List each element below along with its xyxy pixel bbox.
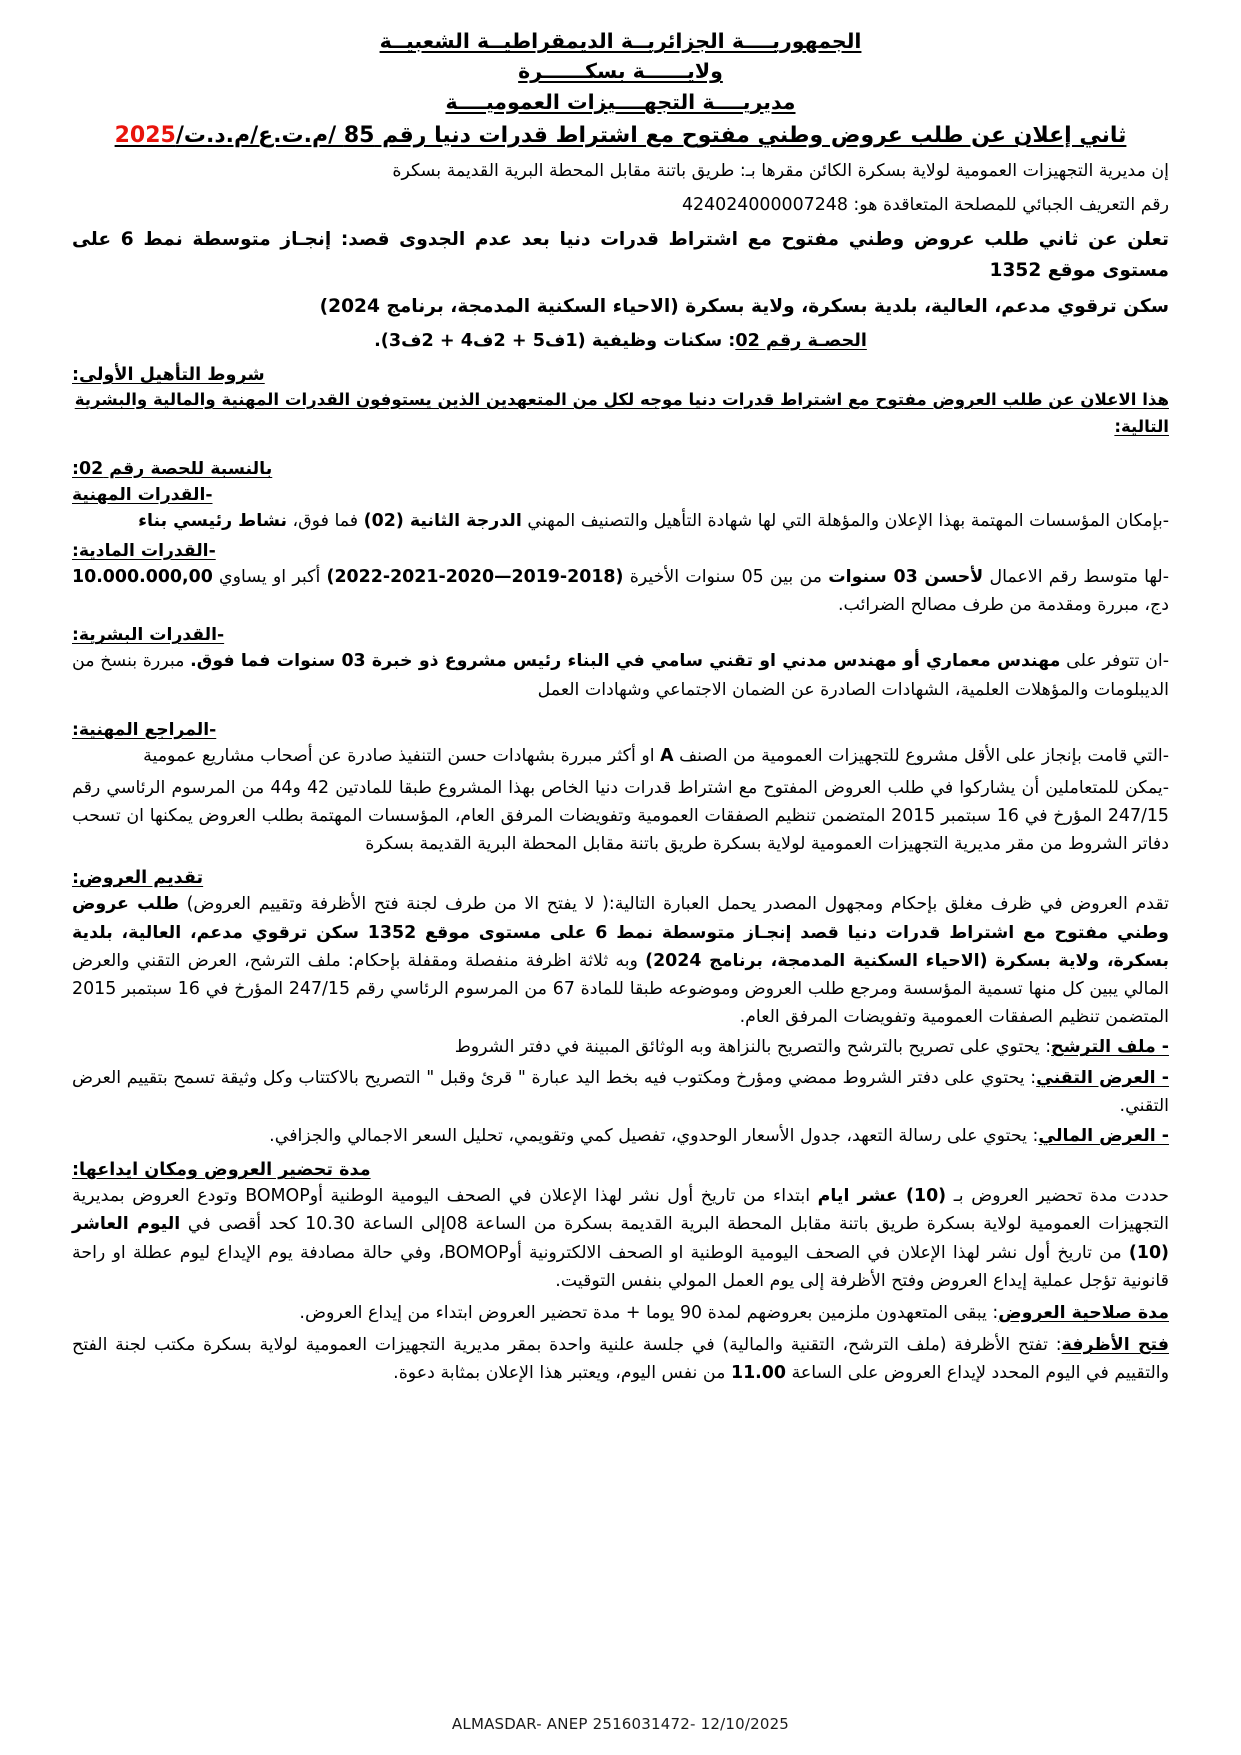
lot-line	[72, 327, 1169, 356]
document-footer	[0, 1715, 1241, 1733]
material-years-range: (2018-2019—2020-2021-2022)	[326, 566, 624, 587]
professional-capacity-text	[72, 507, 1169, 535]
professional-references-heading: -المراجع المهنية:	[72, 719, 217, 740]
preparation-text-a: حددت مدة تحضير العروض بـ	[946, 1186, 1169, 1207]
prequalification-section	[72, 365, 1169, 770]
submission-section	[72, 868, 1169, 1150]
references-text-c: او أكثر مبررة بشهادات حسن التنفيذ صادرة عن أصحاب مشاريع عمومية	[143, 745, 661, 766]
material-minimum-amount: 10.000.000,00	[72, 566, 213, 587]
opening-time: 11.00	[730, 1363, 786, 1384]
announcement-year: 2025	[114, 122, 176, 148]
submission-text-a: تقدم العروض في ظرف مغلق بإحكام ومجهول المصدر يحمل العبارة التالية:( لا يفتح الا من طرف لجنة فتح الأظرفة وتقييم العروض)	[178, 894, 1169, 915]
intro-tax-id-text: رقم التعريف الجبائي للمصلحة المتعاقدة هو: 424024000007248	[681, 194, 1169, 215]
professional-main-activity: نشاط رئيسي بناء	[138, 510, 287, 531]
material-capacity-heading: -القدرات المادية:	[72, 540, 216, 561]
preparation-deadline-day: اليوم العاشر (10)	[72, 1214, 1169, 1263]
submission-project-designation: طلب عروض وطني مفتوح مع اشتراط قدرات دنيا قصد إنجـاز متوسطة نمط 6 على مستوى موقع 1352 سكن ترقوي مدعم، العالية، بلدية بسكرة، ولاية بسكرة (الاحياء السكنية المدمجة، برنامج 2024)	[72, 894, 1169, 971]
validity-text: : يبقى المتعهدون ملزمين بعروضهم لمدة 90 يوما + مدة تحضير العروض ابتداء من إيداع العروض.	[299, 1302, 999, 1323]
preparation-text-e: من تاريخ أول نشر لهذا الإعلان في الصحف اليومية الوطنية او الصحف الالكترونية أوBOMOP، وفي حالة مصادفة يوم الإيداع ليوم عطلة او راحة قانونية تؤجل عملية إيداع العروض وفتح الأظرفة إلى يوم العمل المولي بنفس التوقيت.	[72, 1242, 1169, 1291]
candidacy-file-label: - ملف الترشح	[1051, 1037, 1169, 1058]
human-capacity-text	[72, 647, 1169, 703]
intro-address-text: إن مديرية التجهيزات العمومية لولاية بسكرة الكائن مقرها بـ: طريق باتنة مقابل المحطة البرية القديمة بسكرة	[392, 160, 1169, 181]
preparation-duration: (10) عشر ايام	[817, 1186, 947, 1207]
references-text-a: -التي قامت بإنجاز على الأقل مشروع للتجهيزات العمومية من الصنف	[673, 745, 1169, 766]
submission-text-c: وبه ثلاثة اظرفة منفصلة ومقفلة بإحكام: ملف الترشح، العرض التقني والعرض المالي يبين كل منها تسمية المؤسسة ومرجع طلب العروض وموضوعه طبقا للمادة 67 من المرسوم الرئاسي رقم 247/15 المؤرخ في 16 سبتمبر 2015 المتضمن تنظيم الصفقات العمومية وتفويضات المرفق العام.	[72, 950, 1170, 1028]
lot-02-heading: بالنسبة للحصة رقم 02:	[72, 458, 273, 479]
human-required-staff: مهندس معماري أو مهندس مدني او تقني سامي في البناء رئيس مشروع ذو خبرة 03 سنوات فما فوق.	[190, 651, 1061, 672]
document-header	[72, 26, 1169, 152]
human-text-a: -ان تتوفر على	[1060, 651, 1169, 672]
header-republic-text: الجمهوريــــة الجزائريــة الديمقراطيــة الشعبيــة	[379, 29, 862, 53]
submission-paragraph	[72, 890, 1169, 1031]
footer-reference-text: ALMASDAR- ANEP 2516031472- 12/10/2025	[451, 1715, 790, 1733]
intro-tax-id-line	[72, 192, 1169, 220]
professional-text-c: فما فوق،	[287, 510, 364, 531]
technical-offer-line	[72, 1064, 1169, 1120]
human-capacity-heading: -القدرات البشرية:	[72, 625, 225, 646]
validity-label: مدة صلاحية العروض	[998, 1302, 1169, 1323]
announcement-line-1-text: تعلن عن ثاني طلب عروض وطني مفتوح مع اشتراط قدرات دنيا بعد عدم الجدوى قصد: إنجـاز متوسطة نمط 6 على مستوى موقع 1352	[72, 228, 1170, 282]
header-directorate-line	[72, 87, 1169, 117]
lot-description: : سكنات وظيفية (1ف5 + 2ف4 + 2ف3).	[374, 330, 736, 351]
opening-label: فتح الأظرفة	[1061, 1335, 1169, 1356]
prequalification-heading: شروط التأهيل الأولى:	[72, 365, 265, 385]
opening-text-a: : تفتح الأظرفة (ملف الترشح، التقنية والمالية) في جلسة علنية واحدة بمقر مديرية التجهيزات العمومية لولاية بسكرة مكتب لجنة الفتح والتقييم في اليوم المحدد لإيداع العروض على الساعة	[72, 1335, 1169, 1384]
participation-text: -يمكن للمتعاملين أن يشاركوا في طلب العروض المفتوح مع اشتراط قدرات دنيا الخاص بهذا المشروع طبقا للمادتين 42 و44 من المرسوم الرئاسي رقم 247/15 المؤرخ في 16 سبتمبر 2015 المتضمن تنظيم الصفقات العمومية وتفويضات المرفق العام، المؤسسات المهتمة بطلب العروض يمكنها ان تسحب دفاتر الشروط من مقر مديرية التجهيزات العمومية لولاية بسكرة طريق باتنة مقابل المحطة البرية القديمة بسكرة	[72, 777, 1169, 855]
intro-block	[72, 158, 1169, 220]
prequalification-statement: هذا الاعلان عن طلب العروض مفتوح مع اشتراط قدرات دنيا موجه لكل من المتعهدين الذين يستوفون القدرات المهنية والمالية والبشرية التالية:	[74, 390, 1169, 436]
announcement-body	[72, 224, 1169, 355]
announcement-line-1	[72, 224, 1169, 287]
material-text-e: أكبر او يساوي	[212, 566, 327, 587]
header-wilaya-line	[72, 56, 1169, 86]
intro-address-line	[72, 158, 1169, 186]
announcement-title	[72, 119, 1169, 152]
material-best-years: لأحسن 03 سنوات	[828, 566, 984, 587]
validity-line	[72, 1299, 1169, 1327]
preparation-section	[72, 1160, 1169, 1295]
preparation-heading: مدة تحضير العروض ومكان ايداعها:	[72, 1160, 371, 1181]
opening-text-b: من نفس اليوم، ويعتبر هذا الإعلان بمثابة دعوة.	[393, 1363, 731, 1384]
references-category: A	[660, 745, 674, 766]
material-capacity-text	[72, 563, 1169, 619]
financial-offer-line	[72, 1122, 1169, 1150]
header-directorate-text: مديريــــة التجهــــيزات العموميــــة	[445, 89, 796, 114]
material-text-c: من بين 05 سنوات الأخيرة	[623, 566, 829, 587]
material-text-f: دج، مبررة ومقدمة من طرف مصالح الضرائب.	[837, 595, 1169, 616]
opening-section	[72, 1331, 1169, 1387]
announcement-line-2-text: سكن ترقوي مدعم، العالية، بلدية بسكرة، ولاية بسكرة (الاحياء السكنية المدمجة، برنامج 2024)	[319, 295, 1169, 317]
financial-offer-text: : يحتوي على رسالة التعهد، جدول الأسعار الوحدوي، تفصيل كمي وتقويمي، تحليل السعر الاجمالي والجزافي.	[269, 1125, 1039, 1146]
technical-offer-label: - العرض التقني	[1036, 1067, 1169, 1088]
lot-number-label: الحصـة رقم 02	[735, 330, 867, 351]
technical-offer-text: : يحتوي على دفتر الشروط ممضي ومؤرخ ومكتوب فيه بخط اليد عبارة " قرئ وقبل " التصريح بالاكتتاب وكل وثيقة تسمح بتقييم العرض التقني.	[72, 1067, 1169, 1116]
candidacy-file-text: : يحتوي على تصريح بالترشح والتصريح بالنزاهة وبه الوثائق المبينة في دفتر الشروط	[454, 1037, 1052, 1058]
header-republic-line	[72, 26, 1169, 56]
human-text-c: مبررة بنسخ من الديبلومات والمؤهلات العلمية، الشهادات الصادرة عن الضمان الاجتماعي وشهادات العمل	[72, 651, 1169, 700]
professional-capacity-heading: -القدرات المهنية	[72, 484, 213, 505]
professional-grade: الدرجة الثانية (02)	[363, 510, 522, 531]
submission-heading: تقديم العروض:	[72, 868, 204, 889]
announcement-title-text: ثاني إعلان عن طلب عروض وطني مفتوح مع اشتراط قدرات دنيا رقم 85 /م.ت.ع/م.د.ت/	[175, 122, 1127, 148]
validity-section	[72, 1299, 1169, 1327]
participation-section	[72, 774, 1169, 859]
opening-line	[72, 1331, 1169, 1387]
preparation-paragraph	[72, 1182, 1169, 1295]
professional-references-text	[72, 742, 1169, 770]
header-wilaya-text: ولايــــــة بسكــــــرة	[518, 59, 723, 84]
financial-offer-label: - العرض المالي	[1038, 1125, 1169, 1146]
professional-text-a: -بإمكان المؤسسات المهتمة بهذا الإعلان والمؤهلة التي لها شهادة التأهيل والتصنيف المهني	[521, 510, 1169, 531]
announcement-line-2	[72, 291, 1169, 323]
preparation-text-c: ابتداء من تاريخ أول نشر لهذا الإعلان في الصحف اليومية الوطنية أوBOMOP وتودع العروض بمديرية التجهيزات العمومية لولاية بسكرة طريق باتنة مقابل المحطة البرية القديمة بسكرة من الساعة 08إلى الساعة 10.30 كحد أقصى في	[72, 1186, 1169, 1235]
candidacy-file-line	[72, 1033, 1169, 1061]
material-text-a: -لها متوسط رقم الاعمال	[983, 566, 1169, 587]
